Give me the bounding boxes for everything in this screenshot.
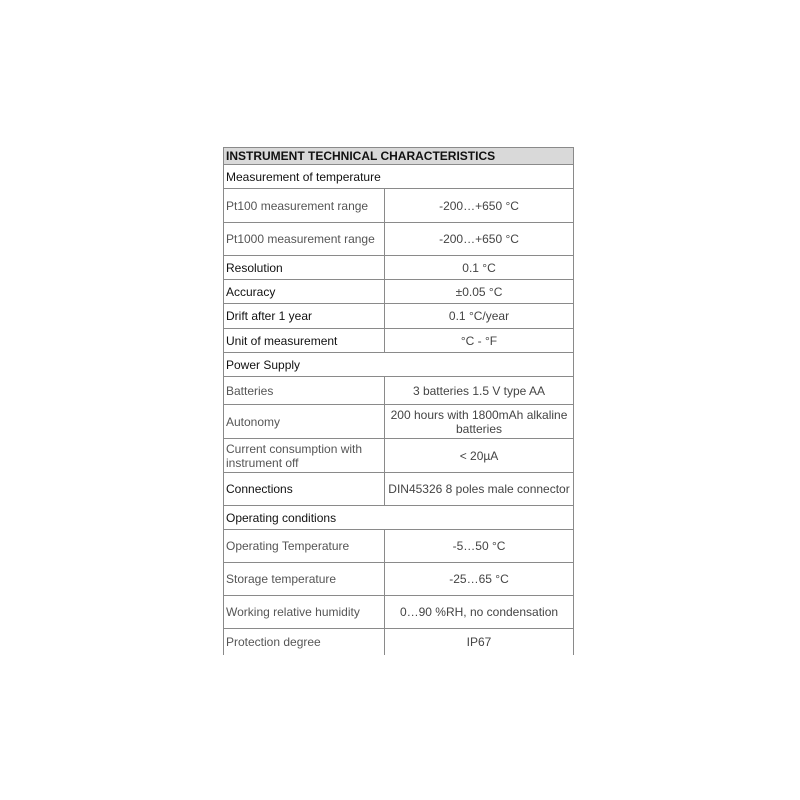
table-row (224, 304, 574, 329)
spec-value: ±0.05 °C (385, 280, 574, 304)
table-row (224, 439, 574, 473)
spec-value: -5…50 °C (385, 530, 574, 563)
spec-label: Storage temperature (224, 563, 385, 596)
table-row (224, 189, 574, 223)
spec-value: 0.1 °C/year (385, 304, 574, 329)
table-body (224, 148, 574, 655)
spec-value: -25…65 °C (385, 563, 574, 596)
table-title: INSTRUMENT TECHNICAL CHARACTERISTICS (224, 148, 574, 165)
spec-label: Accuracy (224, 280, 385, 304)
table-row (224, 629, 574, 655)
table-row (224, 405, 574, 439)
table-row (224, 256, 574, 280)
section-header-row (224, 165, 574, 189)
section-header-row (224, 353, 574, 377)
spec-value: DIN45326 8 poles male connector (385, 473, 574, 506)
spec-label: Batteries (224, 377, 385, 405)
table-row (224, 473, 574, 506)
spec-value: < 20µA (385, 439, 574, 473)
table-row (224, 329, 574, 353)
spec-value: 200 hours with 1800mAh alkaline batteries (385, 405, 574, 439)
table-row (224, 596, 574, 629)
table-row (224, 530, 574, 563)
spec-value: 0…90 %RH, no condensation (385, 596, 574, 629)
table-row (224, 563, 574, 596)
spec-label: Resolution (224, 256, 385, 280)
spec-value: IP67 (385, 629, 574, 655)
spec-label: Current consumption with instrument off (224, 439, 385, 473)
spec-label: Pt100 measurement range (224, 189, 385, 223)
spec-label: Connections (224, 473, 385, 506)
table-title-row (224, 148, 574, 165)
spec-label: Pt1000 measurement range (224, 223, 385, 256)
spec-label: Drift after 1 year (224, 304, 385, 329)
spec-value: 0.1 °C (385, 256, 574, 280)
spec-label: Working relative humidity (224, 596, 385, 629)
table-row (224, 280, 574, 304)
section-header-row (224, 506, 574, 530)
spec-label: Autonomy (224, 405, 385, 439)
spec-label: Operating Temperature (224, 530, 385, 563)
section-header: Operating conditions (224, 506, 574, 530)
table-row (224, 377, 574, 405)
spec-label: Protection degree (224, 629, 385, 655)
spec-value: -200…+650 °C (385, 189, 574, 223)
section-header: Power Supply (224, 353, 574, 377)
spec-label: Unit of measurement (224, 329, 385, 353)
spec-value: 3 batteries 1.5 V type AA (385, 377, 574, 405)
section-header: Measurement of temperature (224, 165, 574, 189)
table-row (224, 223, 574, 256)
spec-value: -200…+650 °C (385, 223, 574, 256)
spec-value: °C - °F (385, 329, 574, 353)
technical-characteristics-table (223, 147, 574, 655)
